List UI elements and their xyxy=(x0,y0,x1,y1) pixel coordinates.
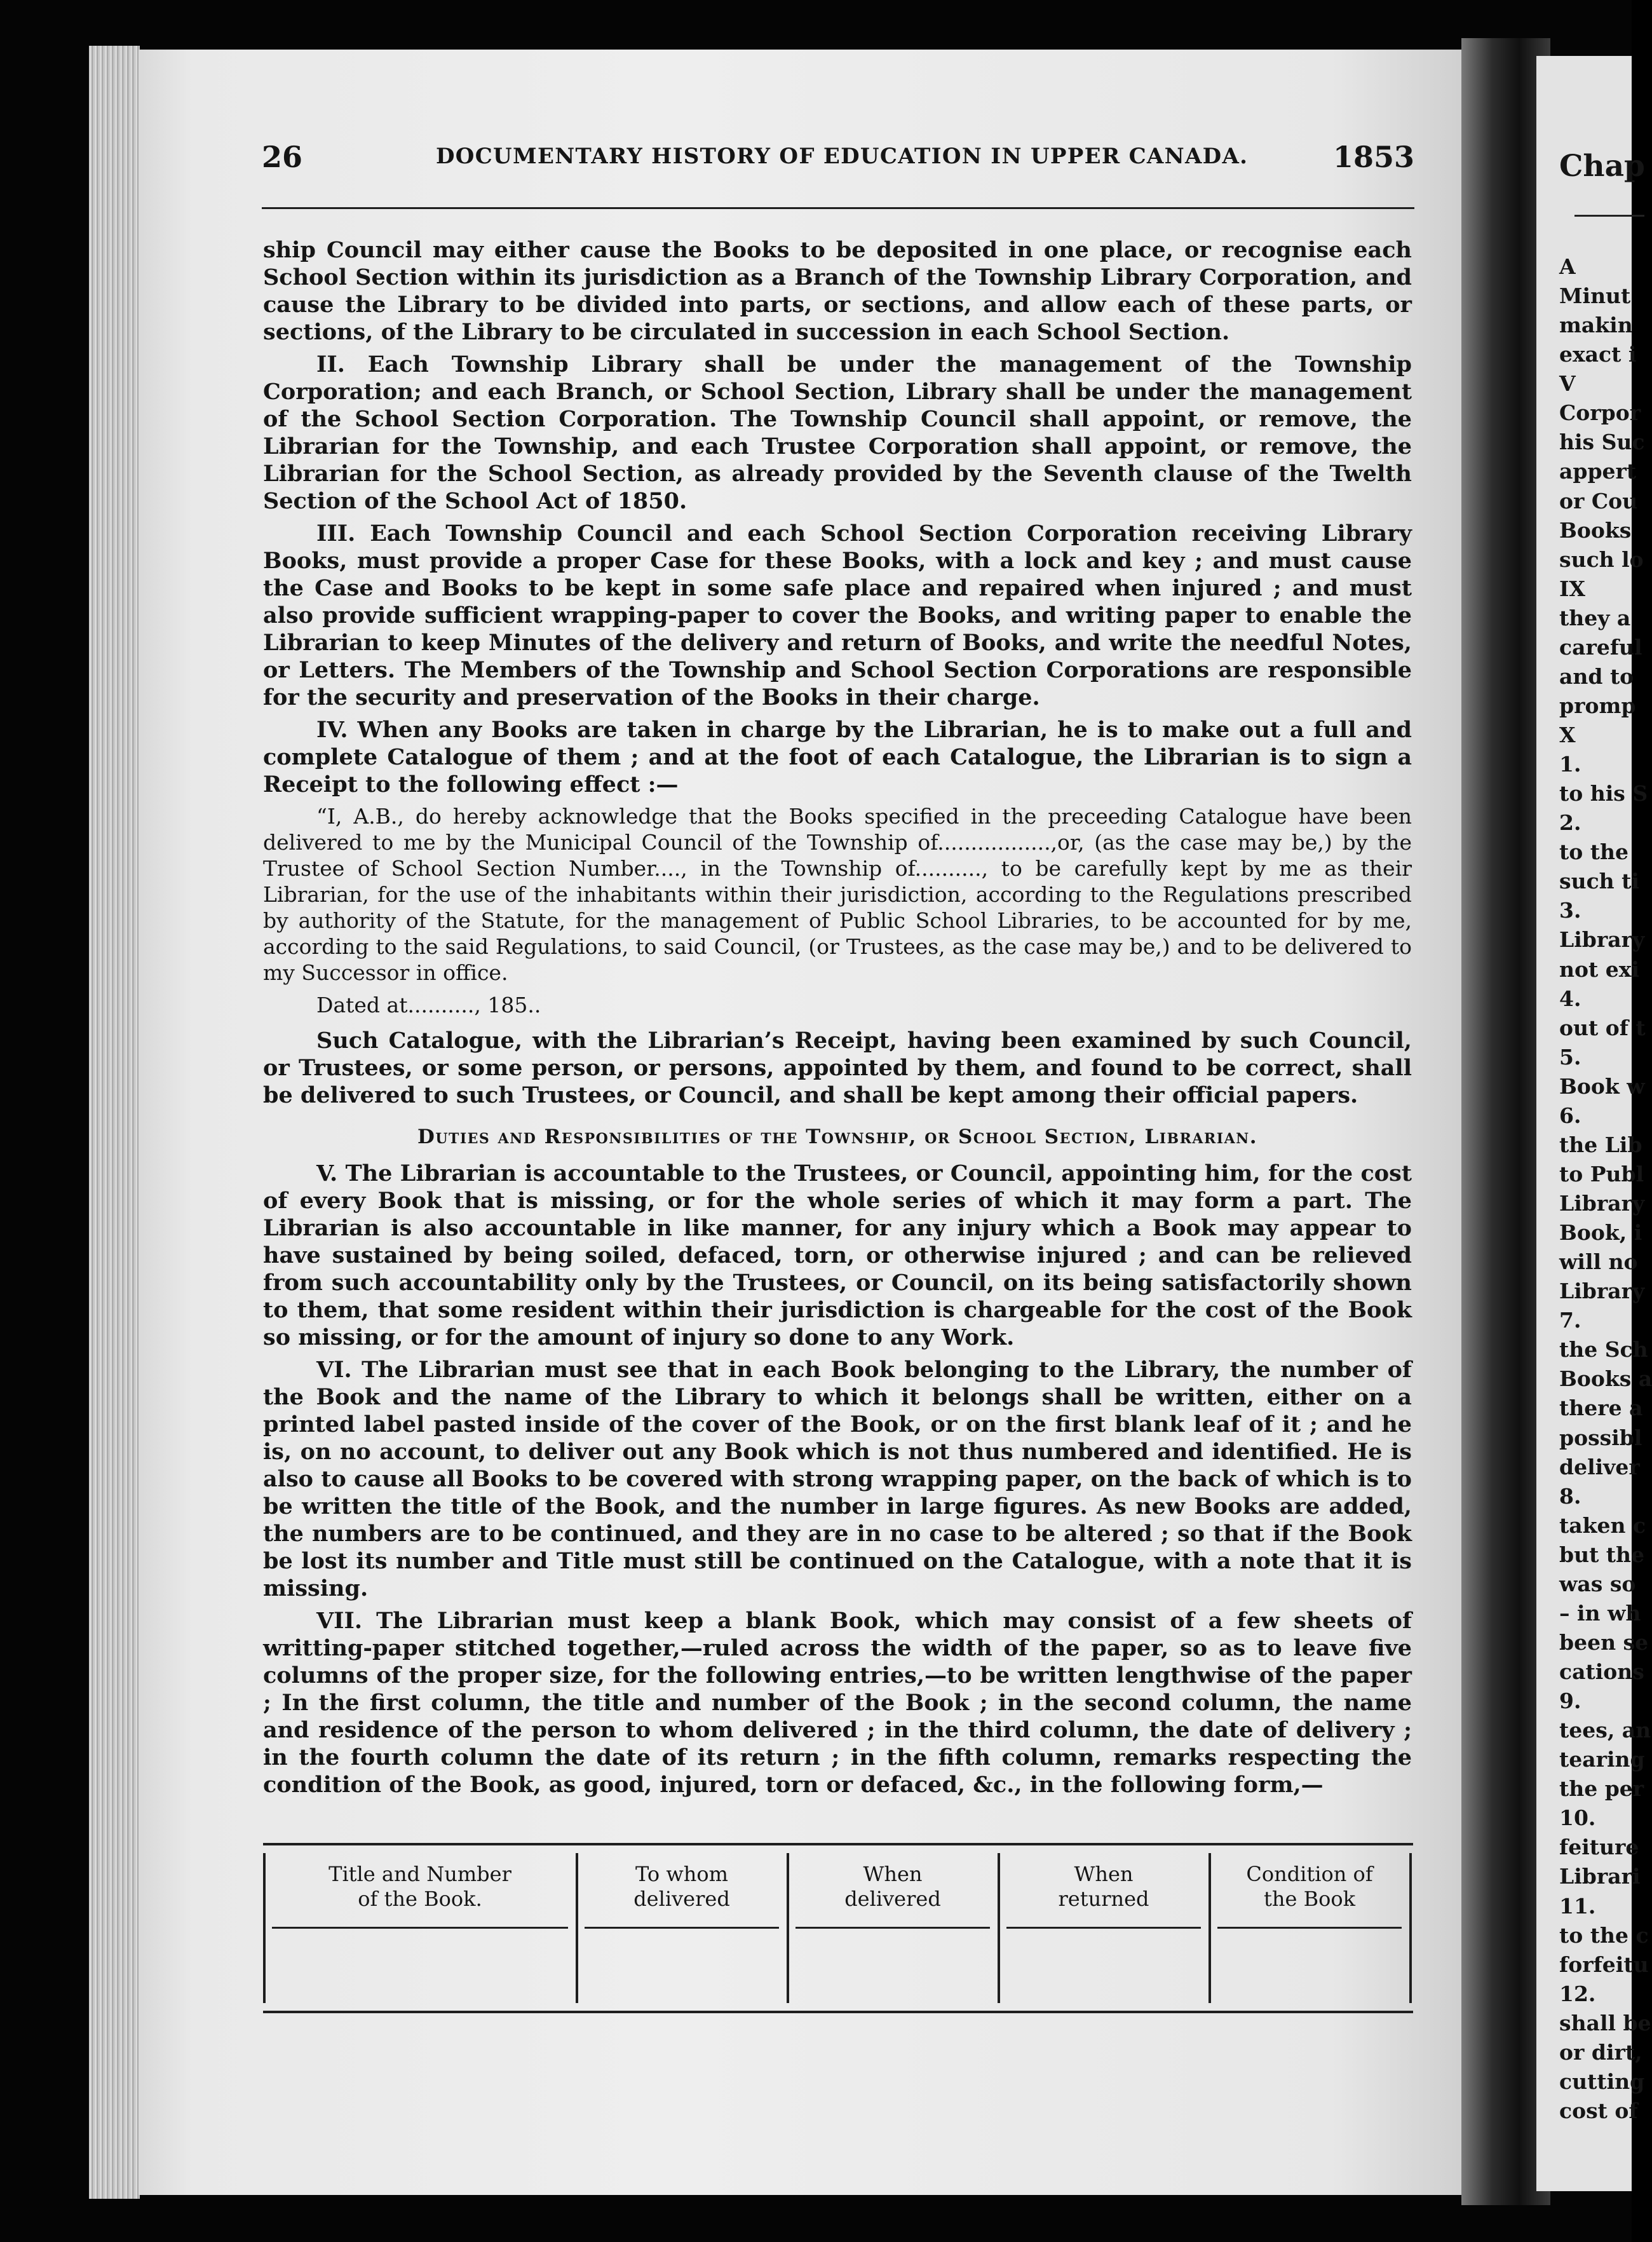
form-column-to-whom xyxy=(578,1845,785,2011)
facing-page-line: 7. xyxy=(1559,1308,1581,1333)
facing-page-line: Library xyxy=(1559,1191,1645,1216)
facing-page-line: and to xyxy=(1559,664,1634,689)
facing-page-line: 10. xyxy=(1559,1805,1596,1830)
facing-page-line: 8. xyxy=(1559,1484,1581,1509)
facing-page-line: X xyxy=(1559,723,1576,747)
header-rule xyxy=(262,207,1414,209)
facing-page-line: but the xyxy=(1559,1542,1645,1567)
facing-page-line: forfeitu xyxy=(1559,1952,1649,1977)
facing-page-line: out of t xyxy=(1559,1016,1646,1040)
facing-page-line: Books a xyxy=(1559,1366,1652,1391)
facing-page-line: was so xyxy=(1559,1572,1636,1596)
facing-page-line: exact i xyxy=(1559,342,1637,367)
facing-page-line: – in wh xyxy=(1559,1601,1641,1626)
facing-page-header: Chap xyxy=(1559,149,1645,184)
dated-line: Dated at.........., 185.. xyxy=(316,993,541,1017)
facing-page-line: to the c xyxy=(1559,1923,1649,1948)
facing-page-line: makin xyxy=(1559,313,1633,337)
facing-page-line: they a xyxy=(1559,606,1631,630)
facing-page-line: 2. xyxy=(1559,810,1581,835)
facing-page-line: feiture xyxy=(1559,1835,1639,1859)
column-header-delivered: When delivered xyxy=(844,1862,941,1911)
page-number: 26 xyxy=(262,140,303,174)
facing-page-line: cations xyxy=(1559,1659,1644,1684)
facing-page-line: there a xyxy=(1559,1396,1643,1420)
facing-page-line: Book w xyxy=(1559,1074,1645,1099)
column-header-returned: When returned xyxy=(1058,1862,1149,1911)
table-border-right xyxy=(1409,1853,1412,2003)
library-form-table xyxy=(263,1843,1413,2013)
facing-header-rule xyxy=(1574,215,1644,217)
column-rule xyxy=(796,1927,990,1929)
facing-page-line: his Suc xyxy=(1559,430,1645,454)
facing-page-line: cutting xyxy=(1559,2069,1645,2094)
paragraph-iii: III. Each Township Council and each School Section Corporation receiving Library Books, must provide a proper Case for these Books, with a lock and key ; and must cause the Case and Books to be kept in some safe place and repaired when injured ; and must also provide sufficient wrapping-paper to cover the Books, and writing paper to enable the Librarian to keep Minutes of the delivery and return of Books, and write the needful Notes, or Letters. The Members of the Township and School Section Corporations are responsible for the security and preservation of the Books in their charge. xyxy=(263,520,1412,710)
facing-page-line: A xyxy=(1559,254,1576,279)
facing-page-line: Books xyxy=(1559,518,1632,543)
form-column-delivered xyxy=(789,1845,996,2011)
facing-page-line: such ti xyxy=(1559,869,1639,893)
running-year: 1853 xyxy=(1332,140,1414,174)
facing-page-line: Book, i xyxy=(1559,1220,1642,1245)
facing-page-line: taken c xyxy=(1559,1513,1646,1538)
facing-page-line: been se xyxy=(1559,1630,1649,1655)
facing-page-line: deliver xyxy=(1559,1455,1640,1479)
text-column xyxy=(263,236,1412,1804)
facing-page-line: such lo xyxy=(1559,547,1644,572)
paragraph-v: V. The Librarian is accountable to the Trustees, or Council, appointing him, for the cost of every Book that is missing, or for the whole series of which it may form a part. The Librarian is also accountable in like manner, for any injury which a Book may appear to have sustained by being soiled, defaced, torn, or otherwise injured ; and can be relieved from such accountability only by the Trustees, or Council, on its being satisfactorily shown to them, that some resident within their jurisdiction is chargeable for the cost of the Book so missing, or for the amount of injury so done to any Work. xyxy=(263,1160,1412,1350)
facing-page-line: or dirt, xyxy=(1559,2040,1642,2065)
form-column-returned xyxy=(1000,1845,1207,2011)
section-heading: Duties and Responsibilities of the Township, or School Section, Librarian. xyxy=(417,1125,1258,1148)
facing-page-line: the Lib xyxy=(1559,1132,1642,1157)
facing-page-line: or Cou xyxy=(1559,489,1638,513)
facing-page-line: careful xyxy=(1559,635,1642,660)
column-rule xyxy=(585,1927,779,1929)
catalogue-paragraph: Such Catalogue, with the Librarian’s Receipt, having been examined by such Council, or Trustees, or some person, or persons, appointed by them, and found to be correct, shall be delivered to such Trustees, or Council, and shall be kept among their official papers. xyxy=(263,1028,1412,1108)
facing-page-line: not exi xyxy=(1559,957,1639,982)
facing-page-line: 9. xyxy=(1559,1688,1581,1713)
facing-page-line: 4. xyxy=(1559,986,1581,1011)
paragraph-vi: VI. The Librarian must see that in each Book belonging to the Library, the number of the Book and the name of the Library to which it belongs shall be written, either on a printed label pasted inside of the cover of the Book, or on the first blank leaf of it ; and he is, on no account, to deliver out any Book which is not thus numbered and identified. He is also to cause all Books to be covered with strong wrapping paper, on the back of which is to be written the title of the Book, and the number in large figures. As new Books are added, the numbers are to be continued, and they are in no case to be altered ; so that if the Book be lost its number and Title must still be continued on the Catalogue, with a note that it is missing. xyxy=(263,1357,1412,1601)
receipt-text: “I, A.B., do hereby acknowledge that the Books specified in the preceeding Catalogue have been delivered to me by the Municipal Council of the Township of.................,or, (as the case may be,) by the Trustee of School Section Number...., in the Township of.........., to be carefully kept by me as their Librarian, for the use of the inhabitants within their jurisdiction, according to the Regulations prescribed by authority of the Statute, for the management of Public School Libraries, to be accounted for by me, according to the said Regulations, to said Council, (or Trustees, as the case may be,) and to be delivered to my Successor in office. xyxy=(263,804,1412,985)
paragraph-continuation: ship Council may either cause the Books to be deposited in one place, or recognise each School Section within its jurisdiction as a Branch of the Township Library Corporation, and cause the Library to be divided into parts, or sections, and allow each of these parts, or sections, of the Library to be circulated in succession in each School Section. xyxy=(263,237,1412,345)
facing-page-line: possibl xyxy=(1559,1425,1642,1450)
facing-page-line: promp xyxy=(1559,693,1636,718)
running-title: DOCUMENTARY HISTORY OF EDUCATION IN UPPER CANADA. xyxy=(436,144,1249,169)
facing-page-line: IX xyxy=(1559,576,1586,601)
facing-page-line: will no xyxy=(1559,1249,1638,1274)
paragraph-ii: II. Each Township Library shall be under the management of the Township Corporation; and each Branch, or School Section, Library shall be under the management of the School Section Corporation. The Township Council shall appoint, or remove, the Librarian for the Township, and each Trustee Corporation shall appoint, or remove, the Librarian for the School Section, as already provided by the Seventh clause of the Twelth Section of the School Act of 1850. xyxy=(263,351,1412,514)
facing-page-line: shall be xyxy=(1559,2011,1651,2035)
facing-page-line: appert xyxy=(1559,459,1637,484)
facing-page-line: 12. xyxy=(1559,1981,1596,2006)
facing-page-line: cost of xyxy=(1559,2098,1638,2123)
facing-page-line: Library xyxy=(1559,1279,1645,1303)
column-header-condition: Condition of the Book xyxy=(1246,1862,1373,1911)
facing-page-line: 1. xyxy=(1559,752,1581,777)
running-head xyxy=(262,140,1414,175)
facing-page-line: 5. xyxy=(1559,1045,1581,1070)
facing-page-line: V xyxy=(1559,371,1576,396)
paragraph-iv: IV. When any Books are taken in charge by the Librarian, he is to make out a full and complete Catalogue of them ; and at the foot of each Catalogue, the Librarian is to sign a Receipt to the following effect :— xyxy=(263,717,1412,798)
facing-page-line: Corpor xyxy=(1559,400,1641,425)
column-rule xyxy=(1006,1927,1201,1929)
facing-page-line: to his S xyxy=(1559,781,1648,806)
facing-page-line: 6. xyxy=(1559,1103,1581,1128)
facing-page-line: the per xyxy=(1559,1776,1644,1801)
facing-page-line: tearing xyxy=(1559,1747,1645,1772)
facing-page-line: Minut xyxy=(1559,283,1631,308)
facing-page-line: Library xyxy=(1559,927,1645,952)
column-rule xyxy=(1217,1927,1402,1929)
page-edges xyxy=(89,46,140,2199)
facing-page-line: the Sch xyxy=(1559,1337,1648,1362)
facing-page xyxy=(1536,56,1652,2191)
form-column-title xyxy=(266,1845,574,2011)
facing-page-line: 3. xyxy=(1559,898,1581,923)
facing-page-line: to Publ xyxy=(1559,1162,1644,1186)
form-column-condition xyxy=(1211,1845,1408,2011)
facing-page-line: Librari xyxy=(1559,1864,1641,1889)
facing-page-line: tees, an xyxy=(1559,1718,1651,1743)
column-header-title: Title and Number of the Book. xyxy=(328,1862,511,1911)
paragraph-vii: VII. The Librarian must keep a blank Book, which may consist of a few sheets of writting-paper stitched together,—ruled across the width of the paper, so as to leave five columns of the proper size, for the following entries,—to be written lengthwise of the paper ; In the first column, the title and number of the Book ; in the second column, the name and residence of the person to whom delivered ; in the third column, the date of delivery ; in the fourth column the date of its return ; in the fifth column, remarks respecting the condition of the Book, as good, injured, torn or defaced, &c., in the following form,— xyxy=(263,1608,1412,1798)
column-header-to-whom: To whom delivered xyxy=(633,1862,730,1911)
facing-page-line: to the xyxy=(1559,839,1628,864)
column-rule xyxy=(272,1927,568,1929)
facing-page-line: 11. xyxy=(1559,1894,1596,1919)
